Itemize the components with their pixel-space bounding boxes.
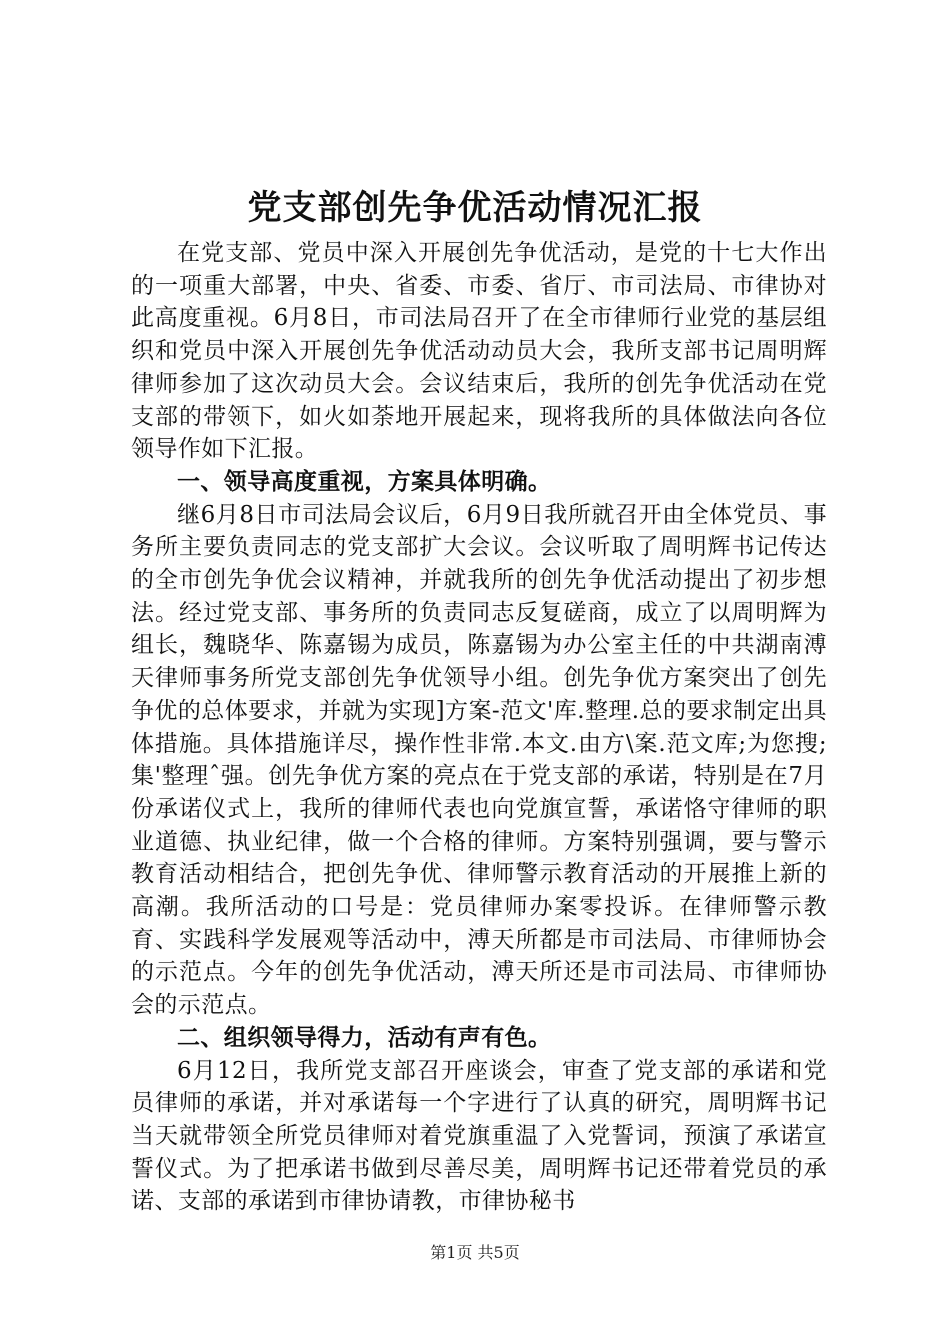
paragraph-section-1: 继6月8日市司法局会议后，6月9日我所就召开由全体党员、事务所主要负责同志的党支部扩大会议。会议听取了周明辉书记传达的全市创先争优会议精神，并就我所的创先争优活动提出了初步想法。经过党支部、事务所的负责同志反复磋商，成立了以周明辉为组长，魏晓华、陈嘉锡为成员，陈嘉锡为办公室主任的中共湖南溥天律师事务所党支部创先争优领导小组。创先争优方案突出了创先争优的总体要求，并就为实现]方案-范文'库.整理.总的要求制定出具体措施。具体措施详尽，操作性非常.本文.由方\案.范文库;为您搜;集'整理ˆ强。创先争优方案的亮点在于党支部的承诺，特别是在7月份承诺仪式上，我所的律师代表也向党旗宣誓，承诺恪守律师的职业道德、执业纪律，做一个合格的律师。方案特别强调，要与警示教育活动相结合，把创先争优、律师警示教育活动的开展推上新的高潮。我所活动的口号是：党员律师办案零投诉。在律师警示教育、实践科学发展观等活动中，溥天所都是市司法局、市律师协会的示范点。今年的创先争优活动，溥天所还是市司法局、市律师协会的示范点。 <box>131 501 827 1019</box>
section-heading-2: 二、组织领导得力，活动有声有色。 <box>177 1024 552 1051</box>
paragraph-intro: 在党支部、党员中深入开展创先争优活动，是党的十七大作出的一项重大部署，中央、省委、市委、省厅、市司法局、市律协对此高度重视。6月8日，市司法局召开了在全市律师行业党的基层组织和党员中深入开展创先争优活动动员大会，我所支部书记周明辉律师参加了这次动员大会。会议结束后，我所的创先争优活动在党支部的带领下，如火如荼地开展起来，现将我所的具体做法向各位领导作如下汇报。 <box>131 240 827 463</box>
page-footer: 第1页 共5页 <box>430 1243 520 1262</box>
page-title: 党支部创先争优活动情况汇报 <box>247 188 703 228</box>
section-heading-1: 一、领导高度重视，方案具体明确。 <box>177 468 552 495</box>
paragraph-section-2: 6月12日，我所党支部召开座谈会，审查了党支部的承诺和党员律师的承诺，并对承诺每一个字进行了认真的研究，周明辉书记当天就带领全所党员律师对着党旗重温了入党誓词，预演了承诺宣誓仪式。为了把承诺书做到尽善尽美，周明辉书记还带着党员的承诺、支部的承诺到市律协请教，市律协秘书 <box>131 1057 827 1215</box>
document-body <box>131 237 827 1218</box>
